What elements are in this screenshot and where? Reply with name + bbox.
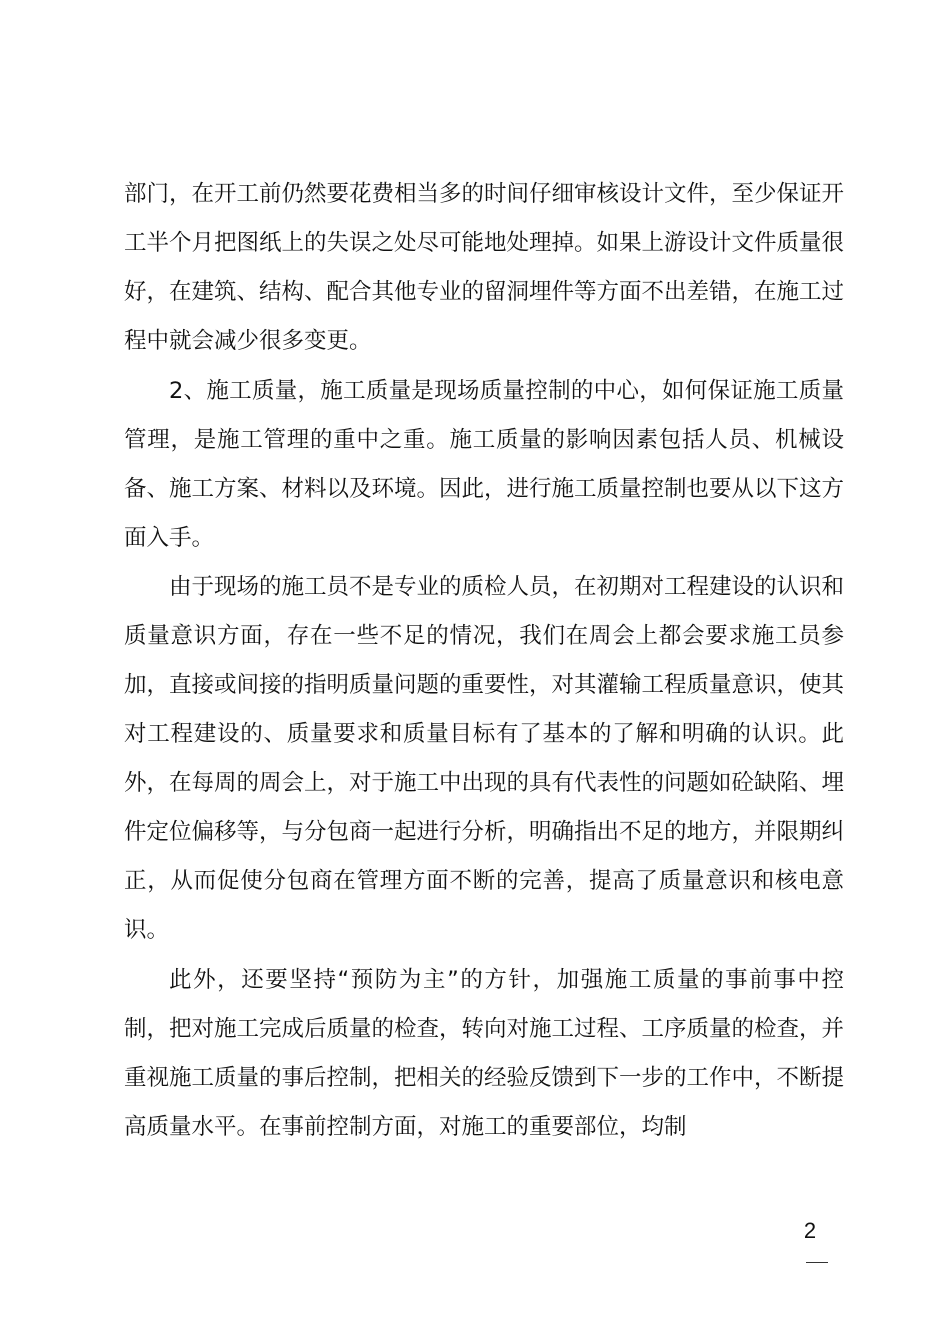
page-number: 2	[803, 1218, 817, 1243]
paragraph-4: 此外，还要坚持“预防为主”的方针，加强施工质量的事前事中控制，把对施工完成后质量的检查，转向对施工过程、工序质量的检查，并重视施工质量的事后控制，把相关的经验反馈到下一步的工作中，不断提高质量水平。在事前控制方面，对施工的重要部位，均制	[124, 966, 845, 1140]
body-text	[124, 170, 844, 1152]
paragraph-1: 部门，在开工前仍然要花费相当多的时间仔细审核设计文件，至少保证开工半个月把图纸上的失误之处尽可能地处理掉。如果上游设计文件质量很好，在建筑、结构、配合其他专业的留洞埋件等方面不出差错，在施工过程中就会减少很多变更。	[124, 181, 845, 354]
page-number-rule	[806, 1262, 828, 1263]
paragraph-3: 由于现场的施工员不是专业的质检人员，在初期对工程建设的认识和质量意识方面，存在一些不足的情况，我们在周会上都会要求施工员参加，直接或间接的指明质量问题的重要性，对其灌输工程质量意识，使其对工程建设的、质量要求和质量目标有了基本的了解和明确的认识。此外，在每周的周会上，对于施工中出现的具有代表性的问题如砼缺陷、埋件定位偏移等，与分包商一起进行分析，明确指出不足的地方，并限期纠正，从而促使分包商在管理方面不断的完善，提高了质量意识和核电意识。	[124, 574, 845, 943]
paragraph-2: 2、施工质量，施工质量是现场质量控制的中心，如何保证施工质量管理，是施工管理的重中之重。施工质量的影响因素包括人员、机械设备、施工方案、材料以及环境。因此，进行施工质量控制也要从以下这方面入手。	[124, 377, 845, 551]
